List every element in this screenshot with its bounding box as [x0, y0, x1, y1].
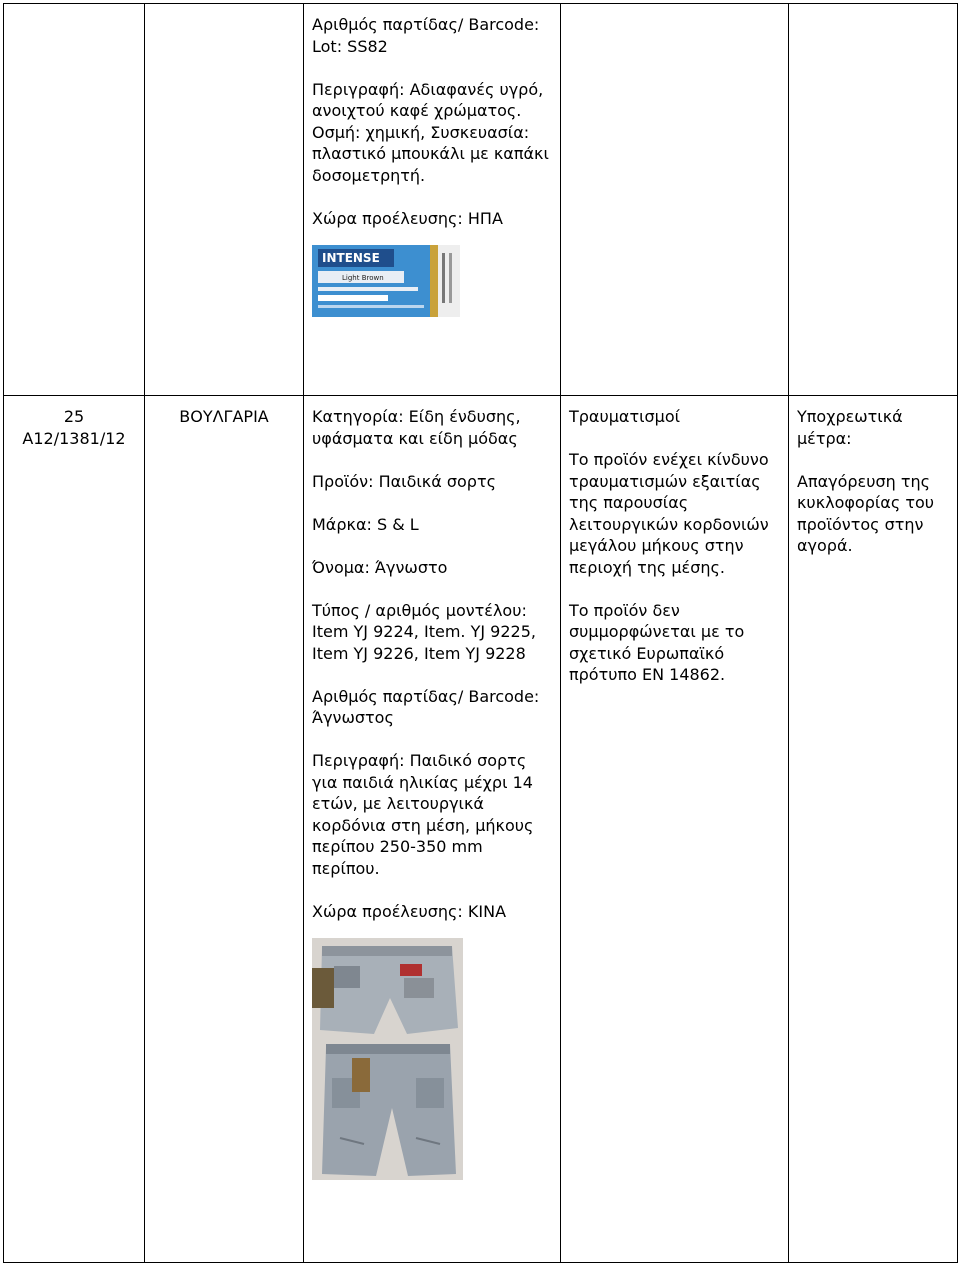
name-text: Όνομα: Άγνωστο — [312, 557, 448, 577]
shade-label-text: Light Brown — [342, 274, 384, 282]
risk-compliance: Το προϊόν δεν συμμορφώνεται με το σχετικό Ευρωπαϊκό πρότυπο EN 14862. — [569, 600, 745, 684]
product-details-cell — [304, 396, 561, 1263]
table-row — [4, 4, 958, 396]
origin-text: Χώρα προέλευσης: ΚΙΝΑ — [312, 901, 507, 921]
country-cell — [145, 396, 304, 1263]
number-cell — [4, 396, 145, 1263]
notifying-country: ΒΟΥΛΓΑΡΙΑ — [179, 407, 269, 426]
description-text: Περιγραφή: Παιδικό σορτς για παιδιά ηλικίας μέχρι 14 ετών, με λειτουργικά κορδόνια στη μέση, μήκους περίπου 250-350 mm περίπου. — [312, 751, 534, 878]
notification-table — [3, 3, 958, 1263]
product-details-cell — [304, 4, 561, 396]
brand-logo-text: INTENSE — [322, 251, 380, 265]
risk-title: Τραυματισμοί — [569, 407, 681, 426]
brand-text: Μάρκα: S & L — [312, 514, 419, 534]
product-text: Προϊόν: Παιδικά σορτς — [312, 471, 496, 491]
table-row — [4, 396, 958, 1263]
category-text: Κατηγορία: Είδη ένδυσης, υφάσματα και είδη μόδας — [312, 407, 521, 448]
batch-text: Αριθμός παρτίδας/ Barcode: Άγνωστος — [312, 686, 540, 727]
measures-cell — [789, 396, 958, 1263]
notification-reference: A12/1381/12 — [22, 428, 126, 448]
batch-text: Αριθμός παρτίδας/ Barcode: Lot: SS82 — [312, 15, 540, 56]
risk-cell — [561, 396, 789, 1263]
product-photo-shorts — [312, 938, 552, 1180]
measures-text: Απαγόρευση της κυκλοφορίας του προϊόντος στην αγορά. — [797, 471, 934, 555]
origin-text: Χώρα προέλευσης: ΗΠΑ — [312, 208, 503, 228]
model-text: Τύπος / αριθμός μοντέλου: Item YJ 9224, Item. YJ 9225, Item YJ 9226, Item YJ 9228 — [312, 600, 536, 663]
notification-number: 25 — [63, 407, 85, 426]
product-photo-hair-dye — [312, 245, 552, 317]
risk-description: Το προϊόν ενέχει κίνδυνο τραυματισμών εξαιτίας της παρουσίας λειτουργικών κορδονιών μεγάλου μήκους στην περιοχή της μέσης. — [569, 450, 769, 577]
measures-title: Υποχρεωτικά μέτρα: — [797, 407, 903, 448]
description-text: Περιγραφή: Αδιαφανές υγρό, ανοιχτού καφέ χρώματος. Οσμή: χημική, Συσκευασία: πλαστικό μπουκάλι με καπάκι δοσομετρητή. — [312, 79, 549, 185]
